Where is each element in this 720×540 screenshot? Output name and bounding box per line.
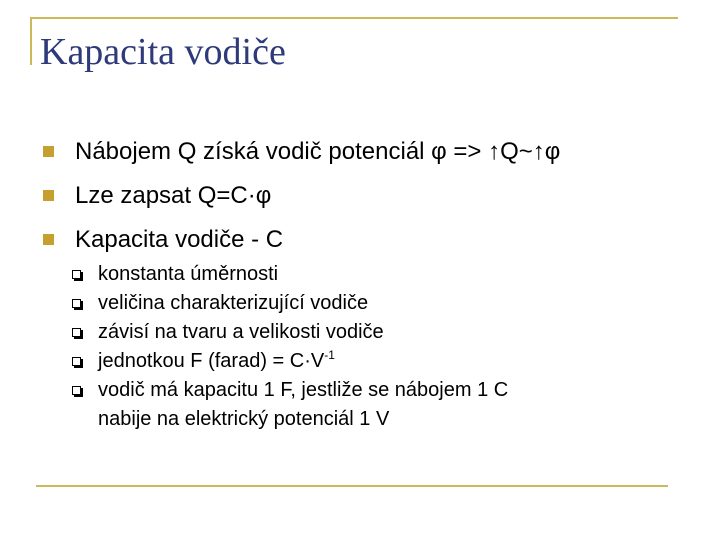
bullet-item [40,174,560,218]
bullet-text: Kapacita vodiče - C [75,226,284,253]
top-rule [30,17,678,19]
left-rule [30,17,32,65]
sub-bullet-item [72,318,672,347]
bullet-text: Lze zapsat Q=C·φ [75,182,272,209]
unit-exponent: -1 [324,348,335,362]
sub-bullet-text: jednotkou F (farad) = C·V [98,350,325,372]
checkbox-bullet-icon [72,328,81,337]
bullet-text: Nábojem Q získá vodič potenciál φ => ↑Q~↑φ [75,138,561,165]
sub-bullet-text: závisí na tvaru a velikosti vodiče [98,321,384,343]
slide-title: Kapacita vodiče [40,31,286,73]
square-bullet-icon [43,190,54,201]
bullet-list [40,130,560,262]
checkbox-bullet-icon [72,270,81,279]
sub-bullet-text: vodič má kapacitu 1 F, jestliže se nábojem 1 C [98,379,509,401]
sub-bullet-item [72,289,672,318]
bullet-item [40,218,560,262]
sub-bullet-item [72,376,672,405]
sub-bullet-text: konstanta úměrnosti [98,263,279,285]
square-bullet-icon [43,146,54,157]
sub-bullet-item [72,260,672,289]
checkbox-bullet-icon [72,357,81,366]
checkbox-bullet-icon [72,299,81,308]
sub-bullet-list [72,260,672,434]
square-bullet-icon [43,234,54,245]
sub-bullet-continuation [72,405,672,434]
checkbox-bullet-icon [72,386,81,395]
sub-bullet-text: nabije na elektrický potenciál 1 V [98,408,390,430]
sub-bullet-item [72,347,672,376]
bottom-rule [36,485,668,487]
bullet-item [40,130,560,174]
sub-bullet-text: veličina charakterizující vodiče [98,292,369,314]
